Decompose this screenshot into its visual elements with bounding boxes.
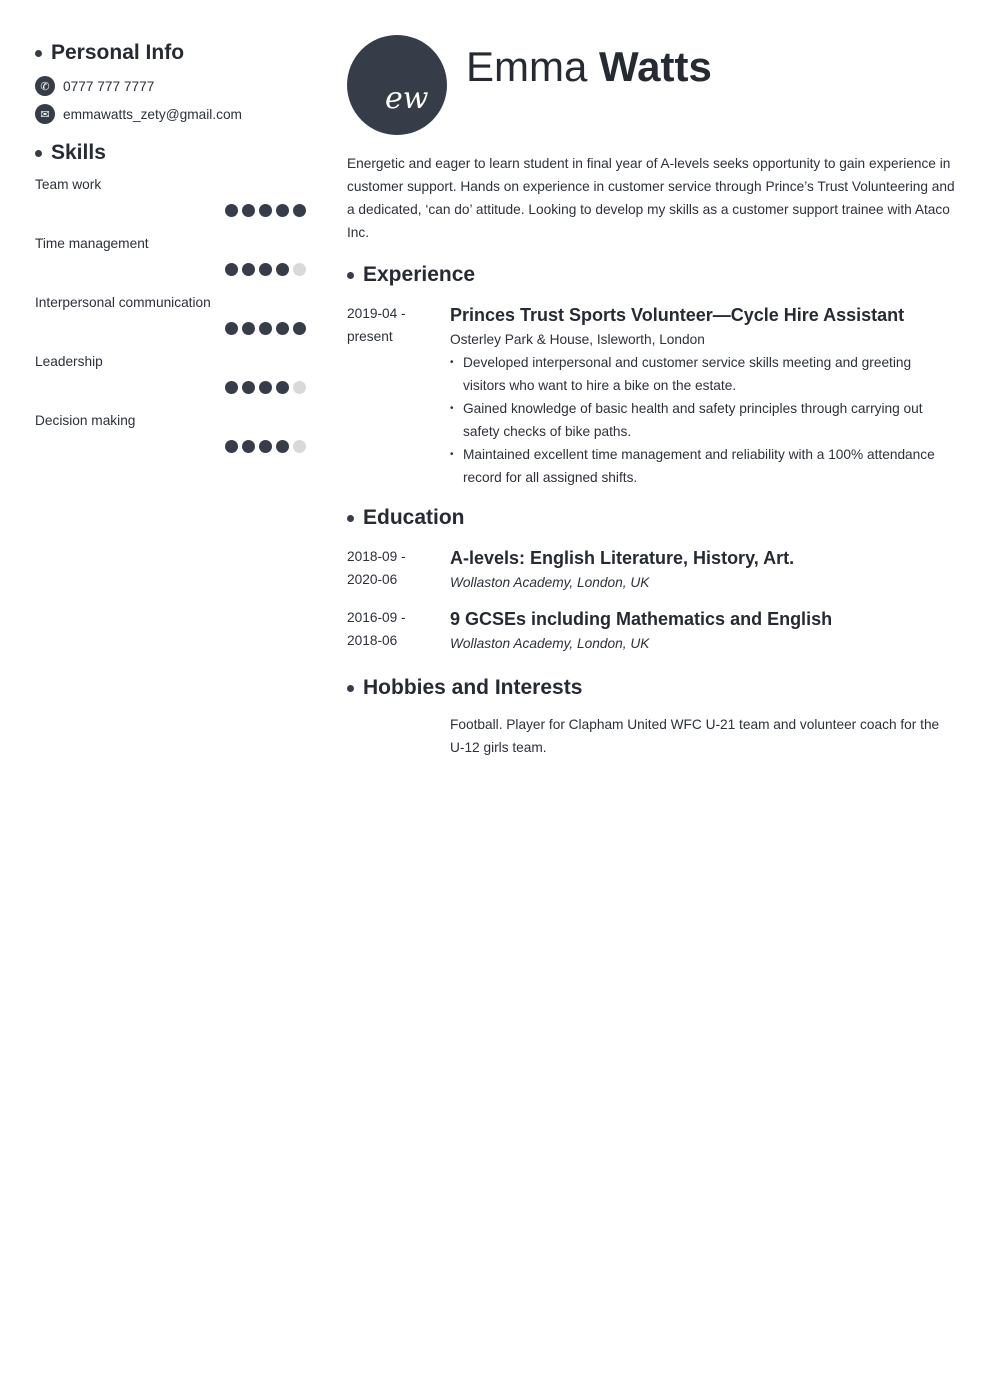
rating-dot-icon — [242, 440, 255, 453]
rating-dot-icon — [293, 381, 306, 394]
skill-rating — [225, 381, 306, 394]
skill-item — [35, 404, 306, 463]
rating-dot-icon — [242, 204, 255, 217]
personal-info-heading — [35, 38, 306, 68]
heading-text: Skills — [51, 141, 106, 164]
experience-entry — [347, 302, 957, 489]
resume-header — [347, 35, 957, 135]
hobbies-text: Football. Player for Clapham United WFC U-21 team and volunteer coach for the U-12 girls team. — [450, 717, 940, 755]
hobbies-heading — [347, 673, 957, 703]
skill-name: Leadership — [35, 354, 103, 369]
skill-item — [35, 345, 306, 404]
rating-dot-icon — [225, 440, 238, 453]
last-name: Watts — [599, 43, 712, 90]
bullet-icon — [347, 272, 354, 279]
skills-list — [35, 168, 306, 463]
rating-dot-icon — [225, 381, 238, 394]
bullet-icon — [347, 515, 354, 522]
skill-name: Decision making — [35, 413, 136, 428]
phone-row — [35, 72, 306, 100]
rating-dot-icon — [276, 322, 289, 335]
date-end: present — [347, 329, 393, 344]
bullet-icon — [347, 685, 354, 692]
first-name: Emma — [466, 43, 588, 90]
avatar — [347, 35, 447, 135]
summary: Energetic and eager to learn student in final year of A-levels seeks opportunity to gain experience in customer support. Hands on experience in customer service through Prince’s Trust Volunteering and a dedicated, ‘can do’ attitude. Looking to develop my skills as a customer support trainee with Ataco Inc. — [347, 156, 955, 240]
bullet-icon — [35, 50, 42, 57]
rating-dot-icon — [293, 263, 306, 276]
rating-dot-icon — [259, 440, 272, 453]
entry-date — [347, 545, 450, 594]
full-name — [466, 39, 712, 135]
skill-name: Interpersonal communication — [35, 295, 211, 310]
education-entry — [347, 606, 957, 655]
job-title: Princes Trust Sports Volunteer—Cycle Hire Assistant — [450, 305, 905, 325]
entry-date — [347, 302, 450, 489]
education-heading — [347, 503, 957, 533]
school: Wollaston Academy, London, UK — [450, 636, 650, 651]
date-end: 2018-06 — [347, 633, 398, 648]
degree-title: A-levels: English Literature, History, Art. — [450, 548, 795, 568]
rating-dot-icon — [293, 440, 306, 453]
phone-text: 0777 777 7777 — [63, 78, 155, 94]
rating-dot-icon — [276, 440, 289, 453]
rating-dot-icon — [259, 381, 272, 394]
job-location: Osterley Park & House, Isleworth, London — [450, 332, 705, 347]
rating-dot-icon — [225, 204, 238, 217]
rating-dot-icon — [242, 263, 255, 276]
rating-dot-icon — [259, 204, 272, 217]
rating-dot-icon — [225, 322, 238, 335]
envelope-icon: ✉ — [35, 104, 55, 124]
date-end: 2020-06 — [347, 572, 398, 587]
entry-date — [347, 606, 450, 655]
main-content — [347, 35, 957, 759]
heading-text: Education — [363, 506, 465, 529]
education-entry — [347, 545, 957, 594]
rating-dot-icon — [293, 204, 306, 217]
bullet-icon — [35, 150, 42, 157]
school: Wollaston Academy, London, UK — [450, 575, 650, 590]
skill-rating — [225, 322, 306, 335]
skill-rating — [225, 204, 306, 217]
date-start: 2019-04 - — [347, 306, 406, 321]
skill-rating — [225, 263, 306, 276]
skill-item — [35, 286, 306, 345]
email-link[interactable]: emmawatts_zety@gmail.com — [63, 106, 242, 122]
rating-dot-icon — [225, 263, 238, 276]
bullet-item: • Developed interpersonal and customer service skills meeting and greeting visitors who want to hire a bike on the estate. — [450, 351, 957, 397]
heading-text: Experience — [363, 263, 476, 286]
rating-dot-icon — [293, 322, 306, 335]
skills-heading — [35, 138, 306, 168]
bullet-item: • Gained knowledge of basic health and safety principles through carrying out safety checks of bike paths. — [450, 397, 957, 443]
degree-title: 9 GCSEs including Mathematics and English — [450, 609, 833, 629]
heading-text: Personal Info — [51, 41, 185, 64]
rating-dot-icon — [242, 381, 255, 394]
rating-dot-icon — [259, 322, 272, 335]
rating-dot-icon — [259, 263, 272, 276]
skill-item — [35, 227, 306, 286]
email-row — [35, 100, 306, 128]
skill-item — [35, 168, 306, 227]
rating-dot-icon — [276, 204, 289, 217]
bullet-item: • Maintained excellent time management and reliability with a 100% attendance record for all assigned shifts. — [450, 443, 957, 489]
date-start: 2016-09 - — [347, 610, 406, 625]
skill-name: Time management — [35, 236, 149, 251]
initials: ew — [385, 81, 429, 116]
skill-rating — [225, 440, 306, 453]
sidebar — [35, 38, 306, 463]
phone-icon: ✆ — [35, 76, 55, 96]
rating-dot-icon — [276, 263, 289, 276]
experience-heading — [347, 260, 957, 290]
job-bullets — [450, 351, 957, 489]
heading-text: Hobbies and Interests — [363, 676, 583, 699]
rating-dot-icon — [242, 322, 255, 335]
date-start: 2018-09 - — [347, 549, 406, 564]
skill-name: Team work — [35, 177, 102, 192]
rating-dot-icon — [276, 381, 289, 394]
